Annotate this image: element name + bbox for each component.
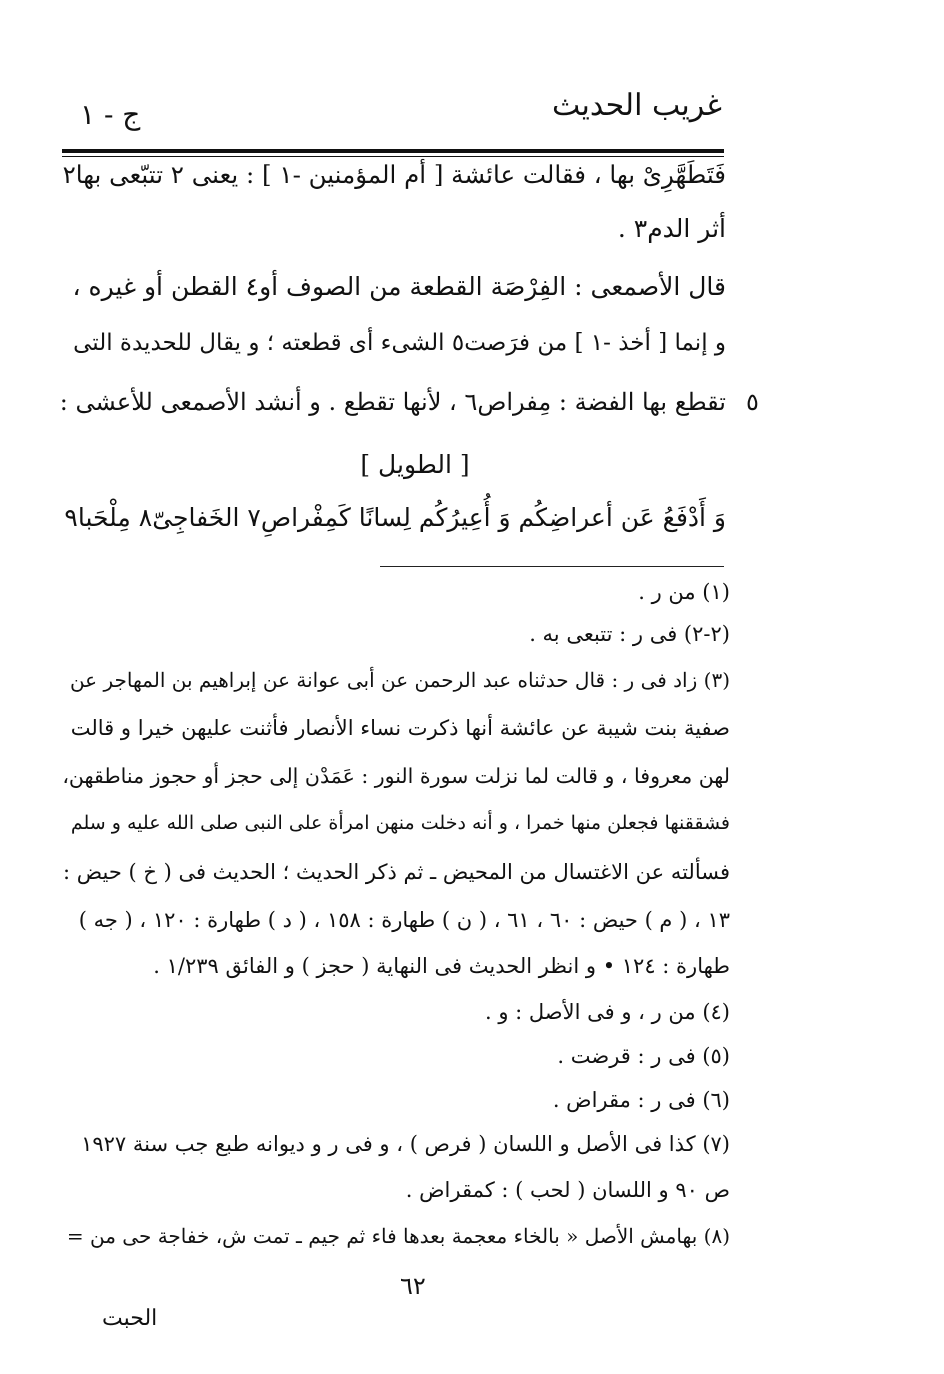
footnote-line: (١) من ر . [638,580,730,604]
footnote-separator [380,566,724,567]
main-text-line: قال الأصمعى : الفِرْصَة القطعة من الصوف أو٤ القطن أو غيره ، [72,272,726,301]
page-number: ٦٢ [400,1272,426,1300]
footnote-line: (٢-٢) فى ر : تتبعى به . [529,622,730,646]
poetic-meter-label: [ الطويل ] [360,450,470,479]
footnote-line: لهن معروفا ، و قالت لما نزلت سورة النور : عَمَدْن إلى حجز أو حجوز مناطقهن، [62,764,730,788]
footnote-line: طهارة : ١٢٤ • و انظر الحديث فى النهاية ( حجز ) و الفائق ١/٢٣٩ . [153,954,730,978]
main-text-line: فَتَطَهَّرِىْ بها ، فقالت عائشة [ أم المؤمنين -١ ] : يعنى ٢ تتبّعى بها٢ [62,160,726,189]
line-number: ٥ [746,388,759,416]
footnote-line: (٨) بهامش الأصل « بالخاء معجمة بعدها فاء ثم جيم ـ تمت ش، خفاجة حى من = [66,1224,730,1248]
main-text-line: و إنما [ أخذ -١ ] من فرَصت٥ الشىء أى قطعته ؛ و يقال للحديدة التى [73,330,726,356]
main-text-line: تقطع بها الفضة : مِفراص٦ ، لأنها تقطع . و أنشد الأصمعى للأعشى : [59,388,726,416]
footnote-line: ١٣ ، ( م ) حيض : ٦٠ ، ٦١ ، ( ن ) طهارة : ١٥٨ ، ( د ) طهارة : ١٢٠ ، ( جه ) [78,908,730,932]
footnote-line: (٥) فى ر : قرضت . [557,1044,730,1068]
footnote-line: فسألته عن الاغتسال من المحيض ـ ثم ذكر الحديث ؛ الحديث فى ( خ ) حيض : [63,860,730,884]
footnote-line: صفية بنت شيبة عن عائشة أنها ذكرت نساء الأنصار فأثنت عليهن خيرا و قالت [70,716,730,740]
verse-line: وَ أَدْفَعُ عَن أعراضِكُم وَ أُعِيرُكُم لِسانًا كَمِفْراصِ٧ الخَفاجِىّ٨ مِلْحَبا٩ [64,503,726,532]
footnote-line: (٤) من ر ، و فى الأصل : و . [484,1000,730,1024]
catchword: الحبت [102,1306,158,1331]
main-text-line: أثر الدم٣ . [617,214,726,243]
footnote-line: (٧) كذا فى الأصل و اللسان ( فرص ) ، و فى ر و ديوانه طبع جب سنة ١٩٢٧ [81,1132,730,1156]
header-rule-thin [62,156,724,157]
footnote-line: فشققنها فجعلن منها خمرا ، و أنه دخلت منهن امرأة على النبى صلى الله عليه و سلم [70,812,730,834]
footnote-line: (٣) زاد فى ر : قال حدثناه عبد الرحمن عن أبى عوانة عن إبراهيم بن المهاجر عن [69,668,730,692]
volume-label: ج - ١ [80,98,141,131]
footnote-line: ص ٩٠ و اللسان ( لحب ) : كمقراض . [405,1178,730,1202]
header-rule-thick [62,149,724,153]
footnote-line: (٦) فى ر : مقراض . [552,1088,730,1112]
running-title: غريب الحديث [552,88,722,123]
